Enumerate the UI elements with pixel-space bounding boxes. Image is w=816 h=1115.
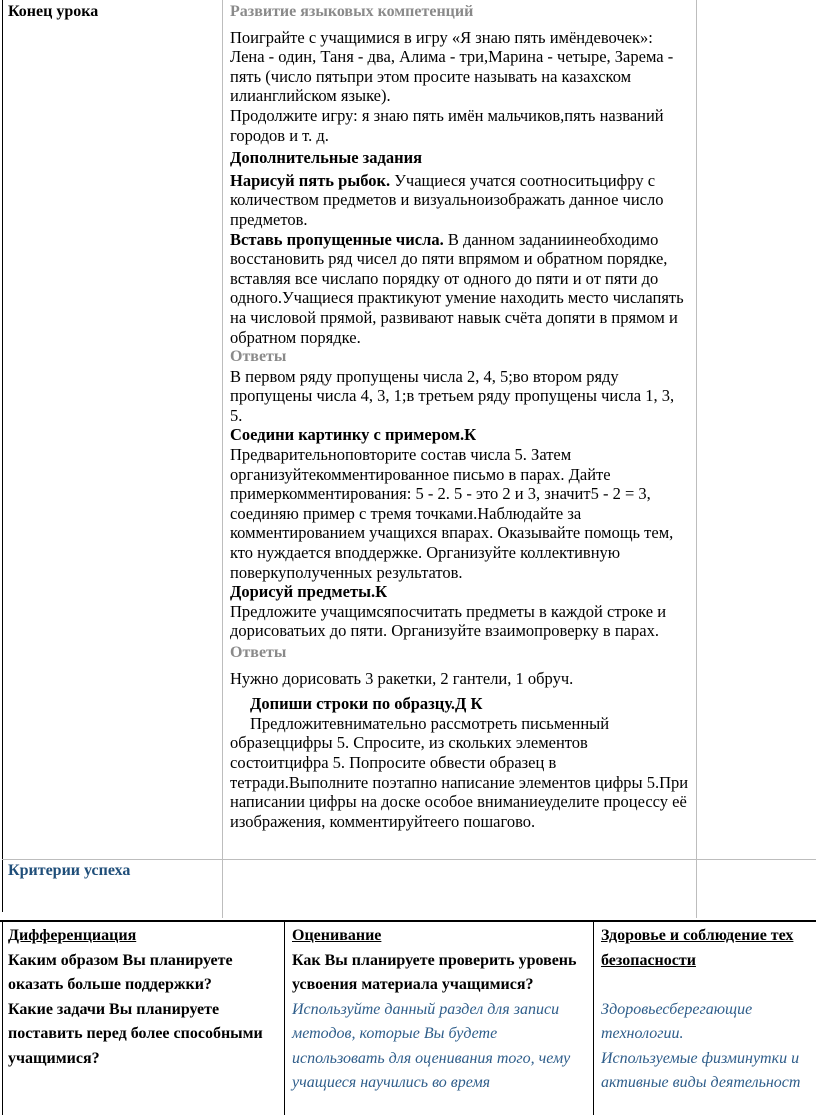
health-hint-2: Используемые физминутки и активные виды деятельност [601, 1049, 801, 1091]
bottom-table-col2 [593, 920, 594, 1115]
assessment-cell [292, 924, 588, 1096]
task-draw-fish-text: Учащиеся учатся соотноситьцифру с количеством предметов и визуальноизображать данное число предметов. [230, 170, 664, 229]
table-border-col2 [696, 0, 697, 918]
table-border-left [2, 0, 3, 912]
health-hint-1: Здоровьесберегающие технологии. [601, 1000, 753, 1042]
success-criteria-label: Критерии успеха [8, 862, 131, 879]
task-write-title: Допиши строки по образцу.Д К [250, 694, 483, 714]
answers-text-2: Нужно дорисовать 3 ракетки, 2 гантели, 1 обруч. [230, 668, 574, 688]
paragraph-continue: Продолжите игру: я знаю пять имён мальчиков,пять названий городов и т. д. [230, 105, 664, 145]
assessment-hint: Используйте данный раздел для записи методов, которые Вы будете использовать для оценивания того, чему учащиеся научились во время [292, 1000, 571, 1091]
task-connect-text: Предварительноповторите состав числа 5. Затем организуйтекомментированное письмо в парах. Дайте примеркомментирования: 5 - 2. 5 - это 2 и 3, значит5 - 2 = 3, соединяю пример с тремя точками.Наблюдайте за комментированием учащихся впарах. Оказывайте помощь тем, кто нуждается вподдержке. Организуйте коллективную поверкуполученных результатов. [230, 445, 674, 582]
differentiation-cell [8, 924, 278, 1071]
bottom-table-top [0, 920, 816, 922]
differentiation-q2: Какие задачи Вы планируете поставить перед более способными учащимися? [8, 1000, 263, 1067]
task-write-text [230, 714, 690, 832]
differentiation-q1: Каким образом Вы планируете оказать больше поддержки? [8, 951, 233, 993]
answers-title-2: Ответы [230, 644, 287, 661]
task-draw-items-text: Предложите учащимсяпосчитать предметы в каждой строке и дорисоватьих до пяти. Организуйте взаимопроверку в парах. [230, 601, 667, 641]
task-missing-numbers-text: В данном заданиинеобходимо восстановить ряд чисел до пяти впрямом и обратном порядке, вставляя все числапо порядку от одного до пяти и от пяти до одного.Учащиеся практикуют умение находить место числапять на числовой прямой, развивают навык счёта допяти в прямом и обратном порядке. [230, 229, 684, 347]
task-write-text-body: Предложитевнимательно рассмотреть письменный образеццифры 5. Спросите, из скольких элементов состоитцифра 5. Попросите обвести образец в тетради.Выполните поэтапно написание элементов цифры 5.При написании цифры на доске особое вниманиеуделите процессу её изображения, комментируйтеего пошагово. [230, 713, 689, 831]
extra-tasks-title: Дополнительные задания [230, 148, 423, 168]
answers-text-1: В первом ряду пропущены числа 2, 4, 5;во втором ряду пропущены числа 4, 3, 1;в третьем ряду пропущены числа 1, 3, 5. [230, 366, 675, 425]
health-title: Здоровье и соблюдение тех [601, 927, 794, 944]
task-connect-title: Соедини картинку с примером.К [230, 425, 477, 445]
health-cell [601, 924, 816, 1096]
lesson-end-content [230, 2, 690, 831]
assessment-question: Как Вы планируете проверить уровень усвоения материала учащимися? [292, 951, 577, 993]
answers-title-1: Ответы [230, 348, 287, 366]
differentiation-title: Дифференциация [8, 927, 137, 944]
bottom-table-col1 [284, 920, 285, 1115]
task-draw-fish [230, 171, 690, 230]
bottom-table-left [2, 920, 3, 1115]
section-title: Развитие языковых компетенций [230, 3, 474, 20]
paragraph-game: Поиграйте с учащимися в игру «Я знаю пять имёндевочек»: Лена - один, Таня - два, Алима - три,Марина - четыре, Зарема - пять (число пятьпри этом просите называть на казахском илианглийском языке). [230, 27, 674, 106]
task-draw-fish-title: Нарисуй пять рыбок. [230, 170, 391, 190]
assessment-title: Оценивание [292, 927, 382, 944]
lesson-end-label: Конец урока [8, 3, 99, 20]
health-title-2: безопасности [601, 951, 696, 969]
table-border-col1 [222, 0, 223, 918]
table-border-row [2, 859, 816, 860]
task-draw-items-title: Дорисуй предметы.К [230, 582, 388, 602]
task-missing-numbers-title: Вставь пропущенные числа. [230, 229, 444, 249]
task-missing-numbers [230, 230, 690, 348]
